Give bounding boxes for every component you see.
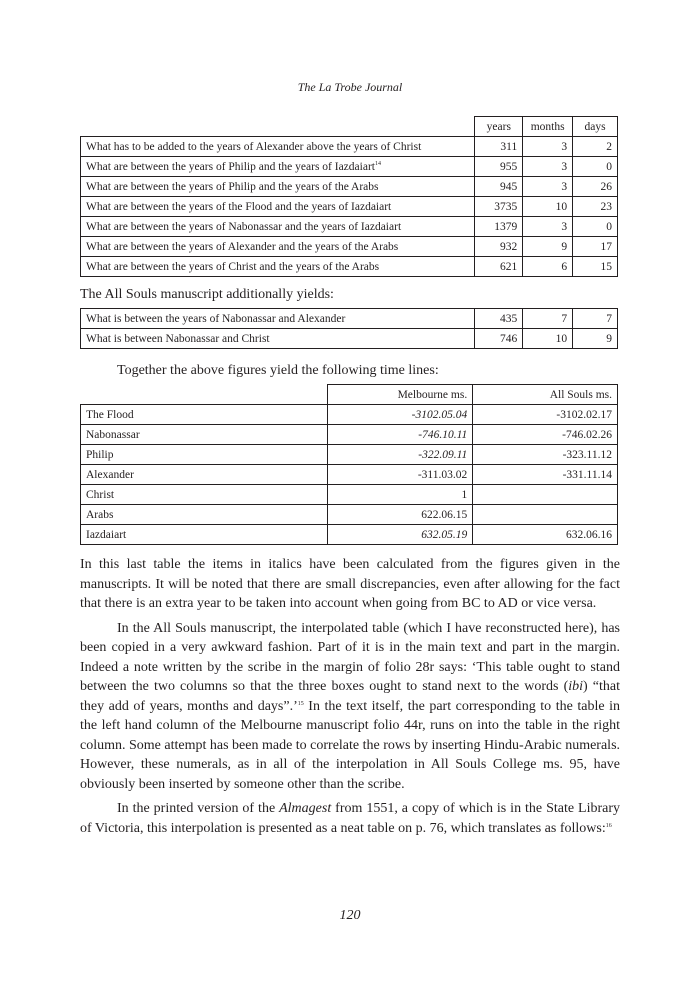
row-label-text: What are between the years of Philip and the years of Iazdaiart — [86, 160, 375, 173]
days-cell: 9 — [573, 329, 618, 349]
caption-all-souls: The All Souls manuscript additionally yields: — [80, 287, 334, 302]
table-row — [81, 405, 618, 425]
row-label — [81, 217, 475, 237]
all-souls-additional-table — [80, 308, 618, 349]
days-cell: 0 — [573, 157, 618, 177]
paragraph — [80, 799, 620, 838]
text-span: ) “that they add of years, months and days”.’ — [80, 679, 620, 714]
row-label-text: What are between the years of Nabonassar and the years of Iazdaiart — [86, 220, 402, 233]
event-label: The Flood — [81, 405, 328, 425]
table-row — [81, 157, 618, 177]
row-label-text: What has to be added to the years of Alexander above the years of Christ — [86, 140, 422, 153]
row-label — [81, 257, 475, 277]
table-row — [81, 525, 618, 545]
days-cell: 7 — [573, 309, 618, 329]
melbourne-date-cell: 1 — [328, 485, 473, 505]
table-body — [81, 137, 618, 277]
years-cell: 945 — [475, 177, 523, 197]
footnote-ref: 15 — [297, 700, 304, 707]
row-label-text: What are between the years of Christ and the years of the Arabs — [86, 260, 380, 273]
years-cell: 746 — [475, 329, 523, 349]
years-cell: 621 — [475, 257, 523, 277]
event-label: Nabonassar — [81, 425, 328, 445]
table-row — [81, 137, 618, 157]
table-row — [81, 217, 618, 237]
page-number: 120 — [339, 908, 361, 923]
melbourne-date-cell: -322.09.11 — [328, 445, 473, 465]
years-cell: 435 — [475, 309, 523, 329]
text-span: In the All Souls manuscript, the interpolated table (which I have reconstructed here), has been copied in a very awkward fashion. Part of it is in the main text and part in the margin. Indeed a note written by the scribe in the margin of folio 28r says: ‘This table ought to stand between the two columns so that the three boxes ought to stand next to the words ( — [80, 620, 620, 694]
row-label — [81, 157, 475, 177]
table-row — [81, 485, 618, 505]
months-cell: 10 — [523, 329, 573, 349]
event-label: Alexander — [81, 465, 328, 485]
running-header: The La Trobe Journal — [297, 80, 403, 94]
event-label: Iazdaiart — [81, 525, 328, 545]
melbourne-date-cell: -311.03.02 — [328, 465, 473, 485]
all-souls-date-cell: -746.02.26 — [473, 425, 618, 445]
all-souls-date-cell: 632.06.16 — [473, 525, 618, 545]
table-row — [81, 309, 618, 329]
table-row — [81, 445, 618, 465]
table-body — [81, 405, 618, 545]
days-cell: 26 — [573, 177, 618, 197]
years-difference-table — [80, 116, 618, 277]
all-souls-date-cell — [473, 485, 618, 505]
text-span: In the text itself, the part corresponding to the table in the left hand column of the Melbourne manuscript folio 44r, runs on into the table in the right column. Some attempt has been made to correlate the rows by inserting Hindu-Arabic numerals. However, these numerals, as in all of the interpolation in All Souls College ms. 95, have obviously been inserted by someone other than the scribe. — [80, 698, 621, 792]
years-cell: 311 — [475, 137, 523, 157]
column-header-months: months — [523, 117, 573, 137]
italic-text: Almagest — [279, 801, 332, 816]
days-cell: 17 — [573, 237, 618, 257]
column-header-years: years — [475, 117, 523, 137]
table-body — [81, 309, 618, 349]
days-cell: 0 — [573, 217, 618, 237]
event-label: Arabs — [81, 505, 328, 525]
text-span: from 1551, a copy of which is in the State Library of Victoria, this interpolation is presented as a neat table on p. 76, which translates as follows: — [80, 801, 620, 836]
row-label: What is between the years of Nabonassar and Alexander — [81, 309, 475, 329]
months-cell: 10 — [523, 197, 573, 217]
table-row — [81, 257, 618, 277]
table-row — [81, 197, 618, 217]
table-row — [81, 237, 618, 257]
days-cell: 23 — [573, 197, 618, 217]
row-label — [81, 177, 475, 197]
days-cell: 2 — [573, 137, 618, 157]
table-row — [81, 505, 618, 525]
months-cell: 7 — [523, 309, 573, 329]
months-cell: 3 — [523, 217, 573, 237]
years-cell: 932 — [475, 237, 523, 257]
months-cell: 3 — [523, 137, 573, 157]
melbourne-date-cell: 622.06.15 — [328, 505, 473, 525]
row-label-text: What are between the years of Alexander and the years of the Arabs — [86, 240, 399, 253]
months-cell: 3 — [523, 177, 573, 197]
all-souls-date-cell: -331.11.14 — [473, 465, 618, 485]
table-header-row — [81, 117, 618, 137]
text-span: In the printed version of the — [117, 801, 280, 816]
years-cell: 3735 — [475, 197, 523, 217]
all-souls-date-cell — [473, 505, 618, 525]
paragraph — [80, 619, 620, 795]
months-cell: 6 — [523, 257, 573, 277]
row-label: What is between Nabonassar and Christ — [81, 329, 475, 349]
column-header-days: days — [573, 117, 618, 137]
row-label — [81, 137, 475, 157]
days-cell: 15 — [573, 257, 618, 277]
years-cell: 1379 — [475, 217, 523, 237]
months-cell: 3 — [523, 157, 573, 177]
row-label-text: What are between the years of Philip and the years of the Arabs — [86, 180, 379, 193]
time-lines-table — [80, 384, 618, 545]
column-header-all-souls: All Souls ms. — [473, 385, 618, 405]
melbourne-date-cell: -746.10.11 — [328, 425, 473, 445]
column-header-melbourne: Melbourne ms. — [328, 385, 473, 405]
table-row — [81, 465, 618, 485]
table-row — [81, 425, 618, 445]
blank-cell — [81, 117, 475, 137]
table-row — [81, 177, 618, 197]
table-header-row — [81, 385, 618, 405]
melbourne-date-cell: -3102.05.04 — [328, 405, 473, 425]
event-label: Philip — [81, 445, 328, 465]
caption-time-lines: Together the above figures yield the following time lines: — [117, 363, 439, 378]
italic-text: ibi — [568, 679, 584, 694]
all-souls-date-cell: -323.11.12 — [473, 445, 618, 465]
paragraph: In this last table the items in italics have been calculated from the figures given in the manuscripts. It will be noted that there are small discrepancies, even after allowing for the fact that there is an extra year to be taken into account when going from BC to AD or vice versa. — [80, 557, 620, 611]
footnote-ref: 14 — [374, 160, 381, 167]
footnote-ref: 16 — [605, 822, 612, 829]
blank-cell — [81, 385, 328, 405]
row-label — [81, 237, 475, 257]
melbourne-date-cell: 632.05.19 — [328, 525, 473, 545]
row-label — [81, 197, 475, 217]
event-label: Christ — [81, 485, 328, 505]
all-souls-date-cell: -3102.02.17 — [473, 405, 618, 425]
body-text — [80, 555, 620, 843]
months-cell: 9 — [523, 237, 573, 257]
row-label-text: What are between the years of the Flood and the years of Iazdaiart — [86, 200, 392, 213]
table-row — [81, 329, 618, 349]
years-cell: 955 — [475, 157, 523, 177]
